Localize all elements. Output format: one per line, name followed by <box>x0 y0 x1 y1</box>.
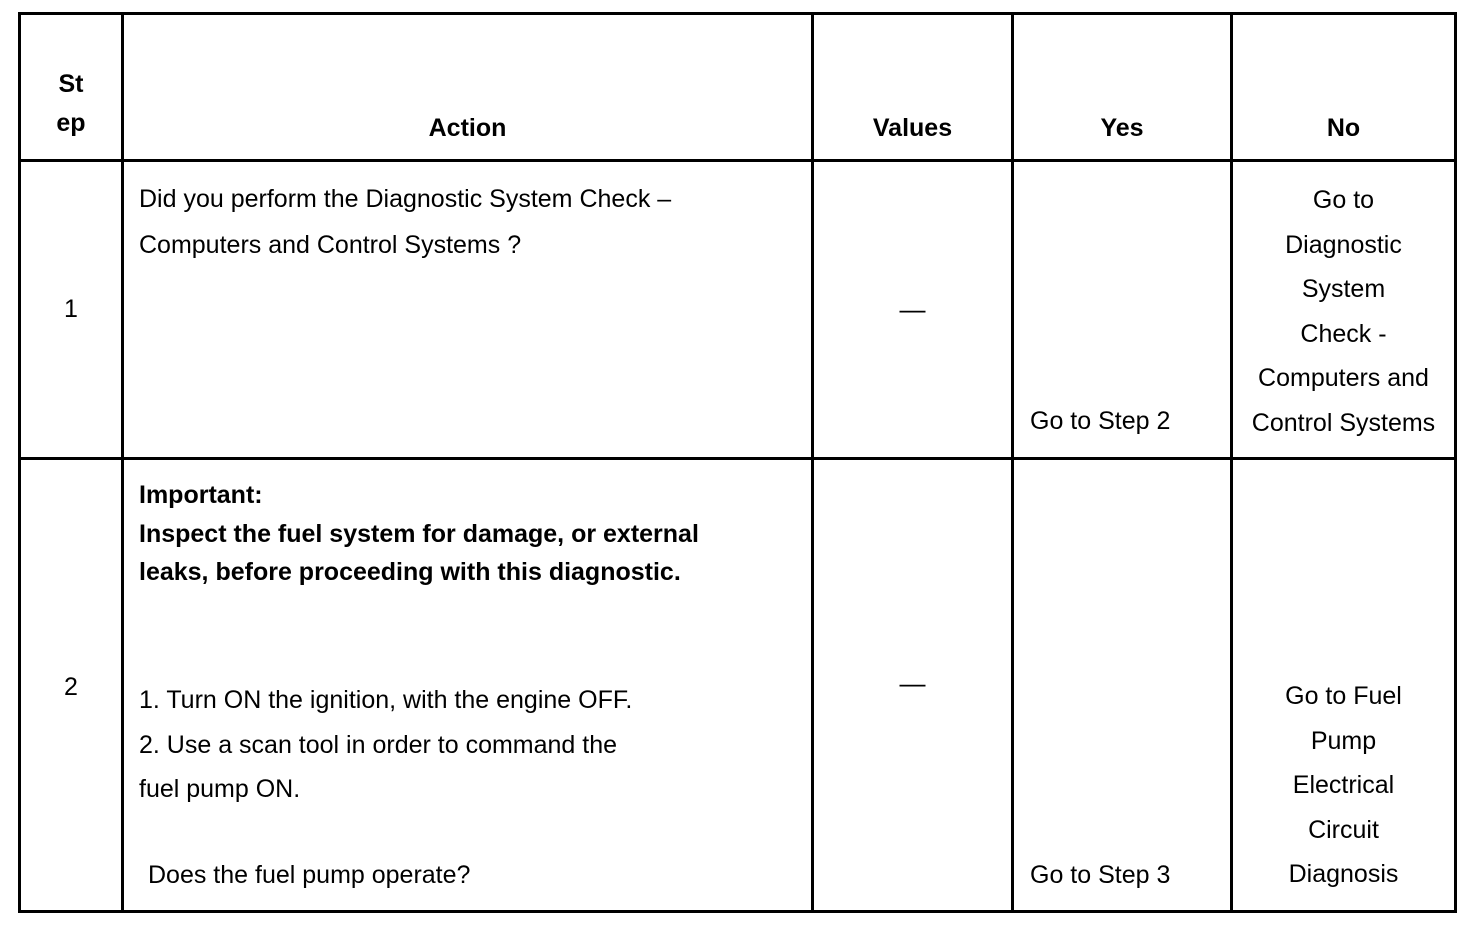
values-dash: — <box>899 668 926 698</box>
header-step <box>20 14 123 161</box>
values-dash: — <box>899 294 926 324</box>
step-cell <box>20 459 123 912</box>
header-action <box>123 14 813 161</box>
values-cell <box>813 161 1013 459</box>
yes-cell <box>1013 459 1232 912</box>
procedure-continuation: fuel pump ON. <box>139 775 301 803</box>
yes-link[interactable]: Go to Step 2 <box>1030 407 1171 435</box>
no-line: Electrical <box>1292 771 1395 799</box>
table-row <box>20 161 1456 459</box>
no-line: Go to <box>1312 186 1375 214</box>
no-link[interactable] <box>1233 674 1454 897</box>
header-step-line-1: St <box>58 70 84 98</box>
yes-link[interactable]: Go to Step 3 <box>1030 861 1171 889</box>
no-link[interactable] <box>1233 178 1454 445</box>
action-question: Does the fuel pump operate? <box>148 861 471 889</box>
no-line: System <box>1301 275 1386 303</box>
header-step-line-2: ep <box>56 109 86 137</box>
no-line: Control Systems <box>1251 408 1436 437</box>
procedure-step: 2. Use a scan tool in order to command the <box>139 731 618 759</box>
important-label: Important: <box>139 481 263 509</box>
header-values <box>813 14 1013 161</box>
header-yes <box>1013 14 1232 161</box>
no-line: Go to Fuel <box>1285 682 1402 710</box>
step-number: 1 <box>64 295 78 323</box>
step-cell <box>20 161 123 459</box>
diagnostic-table-container <box>18 12 1454 910</box>
header-row <box>20 14 1456 161</box>
no-line: Check - <box>1300 319 1387 348</box>
no-line: Diagnostic <box>1285 230 1402 259</box>
no-line: Computers and <box>1258 364 1429 392</box>
no-line: Diagnosis <box>1288 860 1399 888</box>
diagnostic-table <box>18 12 1457 913</box>
action-cell <box>123 459 813 912</box>
important-text-line: leaks, before proceeding with this diagnostic. <box>139 558 681 586</box>
procedure-step: 1. Turn ON the ignition, with the engine OFF. <box>139 686 633 714</box>
values-cell <box>813 459 1013 912</box>
action-line: Computers and Control Systems ? <box>139 231 522 259</box>
action-line: Did you perform the Diagnostic System Check – <box>139 185 672 213</box>
no-cell <box>1232 459 1456 912</box>
header-no-label: No <box>1326 114 1361 142</box>
yes-cell <box>1013 161 1232 459</box>
no-cell <box>1232 161 1456 459</box>
header-no <box>1232 14 1456 161</box>
no-line: Circuit <box>1308 815 1379 844</box>
step-number: 2 <box>64 673 78 701</box>
header-action-label: Action <box>428 114 507 142</box>
header-values-label: Values <box>872 114 953 142</box>
important-text-line: Inspect the fuel system for damage, or external <box>139 520 699 548</box>
no-line: Pump <box>1310 726 1377 755</box>
action-cell <box>123 161 813 459</box>
table-row <box>20 459 1456 912</box>
header-yes-label: Yes <box>1100 114 1144 142</box>
